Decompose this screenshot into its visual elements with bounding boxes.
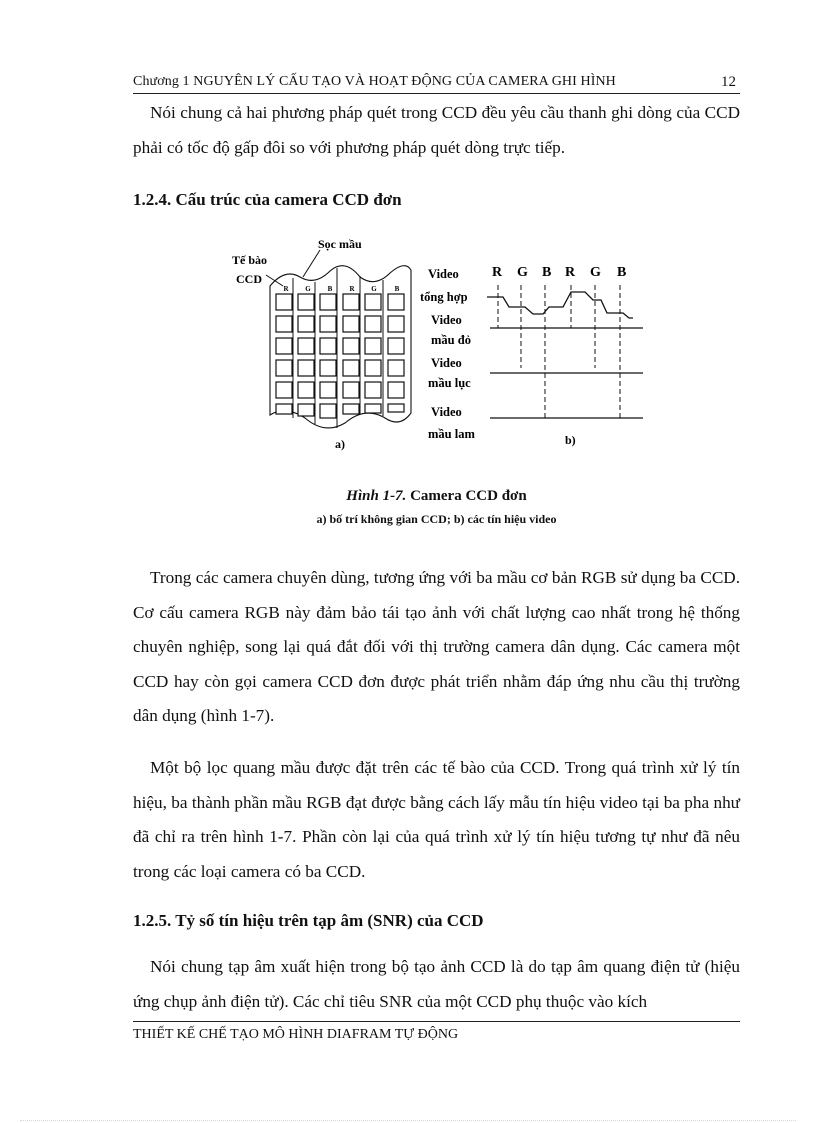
label-te-bao: Tế bào <box>232 253 268 267</box>
phase-b2: B <box>617 265 627 280</box>
section-heading-1-2-5: 1.2.5. Tỷ số tín hiệu trên tạp âm (SNR) của CCD <box>133 911 484 930</box>
page-number: 12 <box>721 74 736 90</box>
pointer-line-soc-mau <box>303 250 320 277</box>
label-video-mau-luc-1: Video <box>431 356 462 370</box>
figure-label: Hình 1-7. <box>346 488 407 504</box>
cell-letter-g1: G <box>305 285 311 293</box>
cell-letter-r2: R <box>349 285 355 293</box>
ccd-filter-letters <box>283 285 399 293</box>
cell-letter-b2: B <box>394 285 400 293</box>
paragraph-rgb-ccd: Trong các camera chuyên dùng, tương ứng với ba mầu cơ bản RGB sử dụng ba CCD. Cơ cấu camera RGB này đảm bảo tái tạo ảnh với chất lượng cao nhất trong hệ thống chuyên nghiệp, song lại quá đắt đối với thị trường camera dân dụng. Các camera một CCD hay còn gọi camera CCD đơn được phát triển nhằm đáp ứng nhu cầu thị trường dân dụng (hình 1-7). <box>133 568 740 725</box>
page-footer <box>133 1021 740 1044</box>
chapter-title: Chương 1 NGUYÊN LÝ CẤU TẠO VÀ HOẠT ĐỘNG CỦA CAMERA GHI HÌNH <box>133 74 616 89</box>
label-video-tong-hop-2: tổng hợp <box>420 290 468 304</box>
label-video-mau-do-2: mầu đỏ <box>431 333 471 347</box>
phase-r2: R <box>565 265 576 280</box>
phase-b1: B <box>542 265 552 280</box>
label-video-tong-hop-1: Video <box>428 267 459 281</box>
label-ccd: CCD <box>236 272 262 286</box>
cell-letter-g2: G <box>371 285 377 293</box>
phase-g2: G <box>590 265 601 280</box>
label-video-mau-lam-1: Video <box>431 405 462 419</box>
paragraph-color-filter: Một bộ lọc quang mầu được đặt trên các tế bào của CCD. Trong quá trình xử lý tín hiệu, ba thành phần mầu RGB đạt được bằng cách lấy mẫu tín hiệu video tại ba pha như đã chỉ ra trên hình 1-7. Phần còn lại của quá trình xử lý tín hiệu tương tự như đã nêu trong các loại camera có ba CCD. <box>133 758 740 881</box>
label-video-mau-do-1: Video <box>431 313 462 327</box>
figure-subcaption: a) bố trí không gian CCD; b) các tín hiệu video <box>316 512 557 526</box>
figure-caption <box>133 488 740 505</box>
phase-g1: G <box>517 265 528 280</box>
label-video-mau-lam-2: mầu lam <box>428 427 475 441</box>
label-soc-mau: Sọc mầu <box>318 237 362 251</box>
signal-phase-header <box>492 265 626 280</box>
label-video-mau-luc-2: mầu lục <box>428 376 471 390</box>
section-heading-1-2-4: 1.2.4. Cấu trúc của camera CCD đơn <box>133 190 402 209</box>
signal-labels <box>420 267 475 441</box>
sampling-dash-lines <box>498 285 620 418</box>
bottom-dotted-rule <box>20 1120 796 1121</box>
label-part-a: a) <box>335 437 345 451</box>
ccd-figure <box>225 228 650 463</box>
figure-title: Camera CCD đơn <box>406 488 527 504</box>
composite-video-waveform <box>487 292 633 318</box>
cell-letter-r1: R <box>283 285 289 293</box>
phase-r1: R <box>492 265 503 280</box>
ccd-cell-grid <box>276 294 404 418</box>
paragraph-snr: Nói chung tạp âm xuất hiện trong bộ tạo ảnh CCD là do tạp âm quang điện tử (hiệu ứng chụp ảnh điện tử). Các chỉ tiêu SNR của một CCD phụ thuộc vào kích <box>133 957 740 1011</box>
page-header <box>133 71 740 94</box>
cell-letter-b1: B <box>327 285 333 293</box>
label-part-b: b) <box>565 433 576 447</box>
paragraph-intro: Nói chung cả hai phương pháp quét trong CCD đều yêu cầu thanh ghi dòng của CCD phải có tốc độ gấp đôi so với phương pháp quét dòng trực tiếp. <box>133 103 740 157</box>
footer-text: THIẾT KẾ CHẾ TẠO MÔ HÌNH DIAFRAM TỰ ĐỘNG <box>133 1027 459 1042</box>
